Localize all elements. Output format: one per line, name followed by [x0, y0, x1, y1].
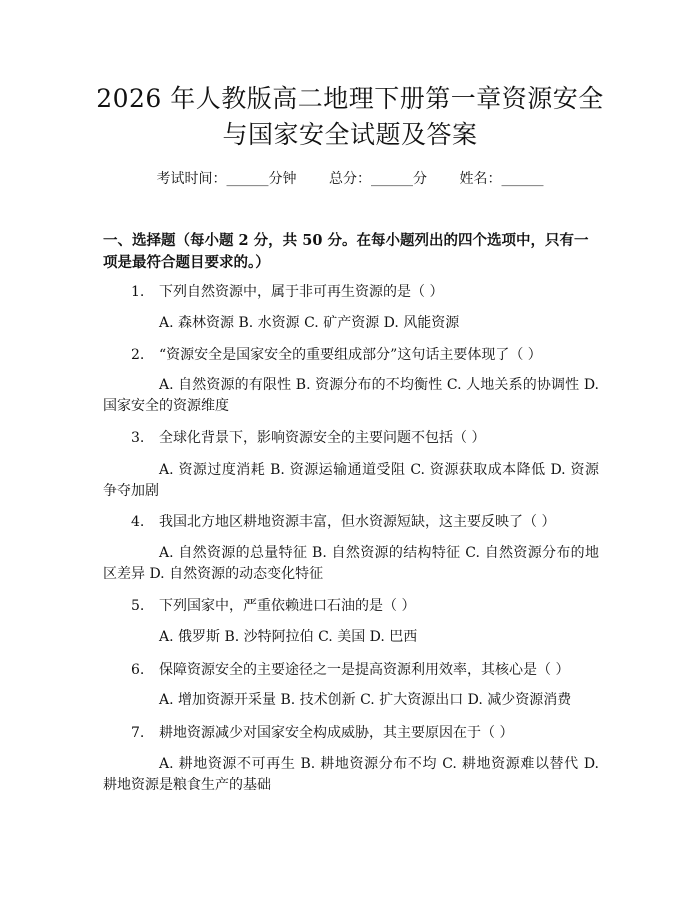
question-stem [103, 345, 599, 365]
page-title-line-2: 与国家安全试题及答案 [222, 120, 478, 149]
total-score-field: 总分：______分 [329, 171, 427, 187]
question-text: 保障资源安全的主要途径之一是提高资源利用效率，其核心是（ ） [159, 662, 570, 678]
section-heading-multiple-choice: 一、选择题（每小题 2 分，共 50 分。在每小题列出的四个选项中，只有一项是最符合题目要求的。） [103, 232, 589, 271]
exam-meta [0, 170, 700, 188]
question-options: A. 耕地资源不可再生 B. 耕地资源分布不均 C. 耕地资源难以替代 D. 耕地资源是粮食生产的基础 [103, 756, 599, 793]
question-number: 2. [131, 347, 145, 363]
page-title-line-1: 2026 年人教版高二地理下册第一章资源安全 [96, 84, 604, 113]
question-number: 7. [131, 725, 145, 741]
question-options: A. 增加资源开采量 B. 技术创新 C. 扩大资源出口 D. 减少资源消费 [159, 692, 572, 708]
question-stem [103, 512, 599, 532]
question-stem [103, 660, 599, 680]
question-stem [103, 596, 599, 616]
question-text: 耕地资源减少对国家安全构成威胁，其主要原因在于（ ） [159, 725, 514, 741]
question-number: 4. [131, 514, 145, 530]
question-options: A. 自然资源的总量特征 B. 自然资源的结构特征 C. 自然资源分布的地区差异 D. 自然资源的动态变化特征 [103, 545, 599, 582]
question-stem [103, 723, 599, 743]
exam-time-field: 考试时间：______分钟 [156, 171, 297, 187]
question-number: 5. [131, 598, 145, 614]
question-options: A. 自然资源的有限性 B. 资源分布的不均衡性 C. 人地关系的协调性 D. 国家安全的资源维度 [103, 377, 599, 414]
question-options: A. 资源过度消耗 B. 资源运输通道受阻 C. 资源获取成本降低 D. 资源争夺加剧 [103, 462, 599, 499]
question-options: A. 森林资源 B. 水资源 C. 矿产资源 D. 风能资源 [159, 315, 460, 331]
question-stem [103, 282, 599, 302]
question-text: 下列自然资源中，属于非可再生资源的是（ ） [159, 284, 444, 300]
question-number: 1. [131, 284, 145, 300]
question-text: “资源安全是国家安全的重要组成部分”这句话主要体现了（ ） [159, 347, 542, 363]
question-number: 6. [131, 662, 145, 678]
question-stem [103, 428, 599, 448]
student-name-field: 姓名：______ [459, 171, 544, 187]
question-text: 全球化背景下，影响资源安全的主要问题不包括（ ） [159, 430, 486, 446]
question-number: 3. [131, 430, 145, 446]
question-text: 我国北方地区耕地资源丰富，但水资源短缺，这主要反映了（ ） [159, 514, 556, 530]
question-options: A. 俄罗斯 B. 沙特阿拉伯 C. 美国 D. 巴西 [159, 629, 418, 645]
question-text: 下列国家中，严重依赖进口石油的是（ ） [159, 598, 416, 614]
